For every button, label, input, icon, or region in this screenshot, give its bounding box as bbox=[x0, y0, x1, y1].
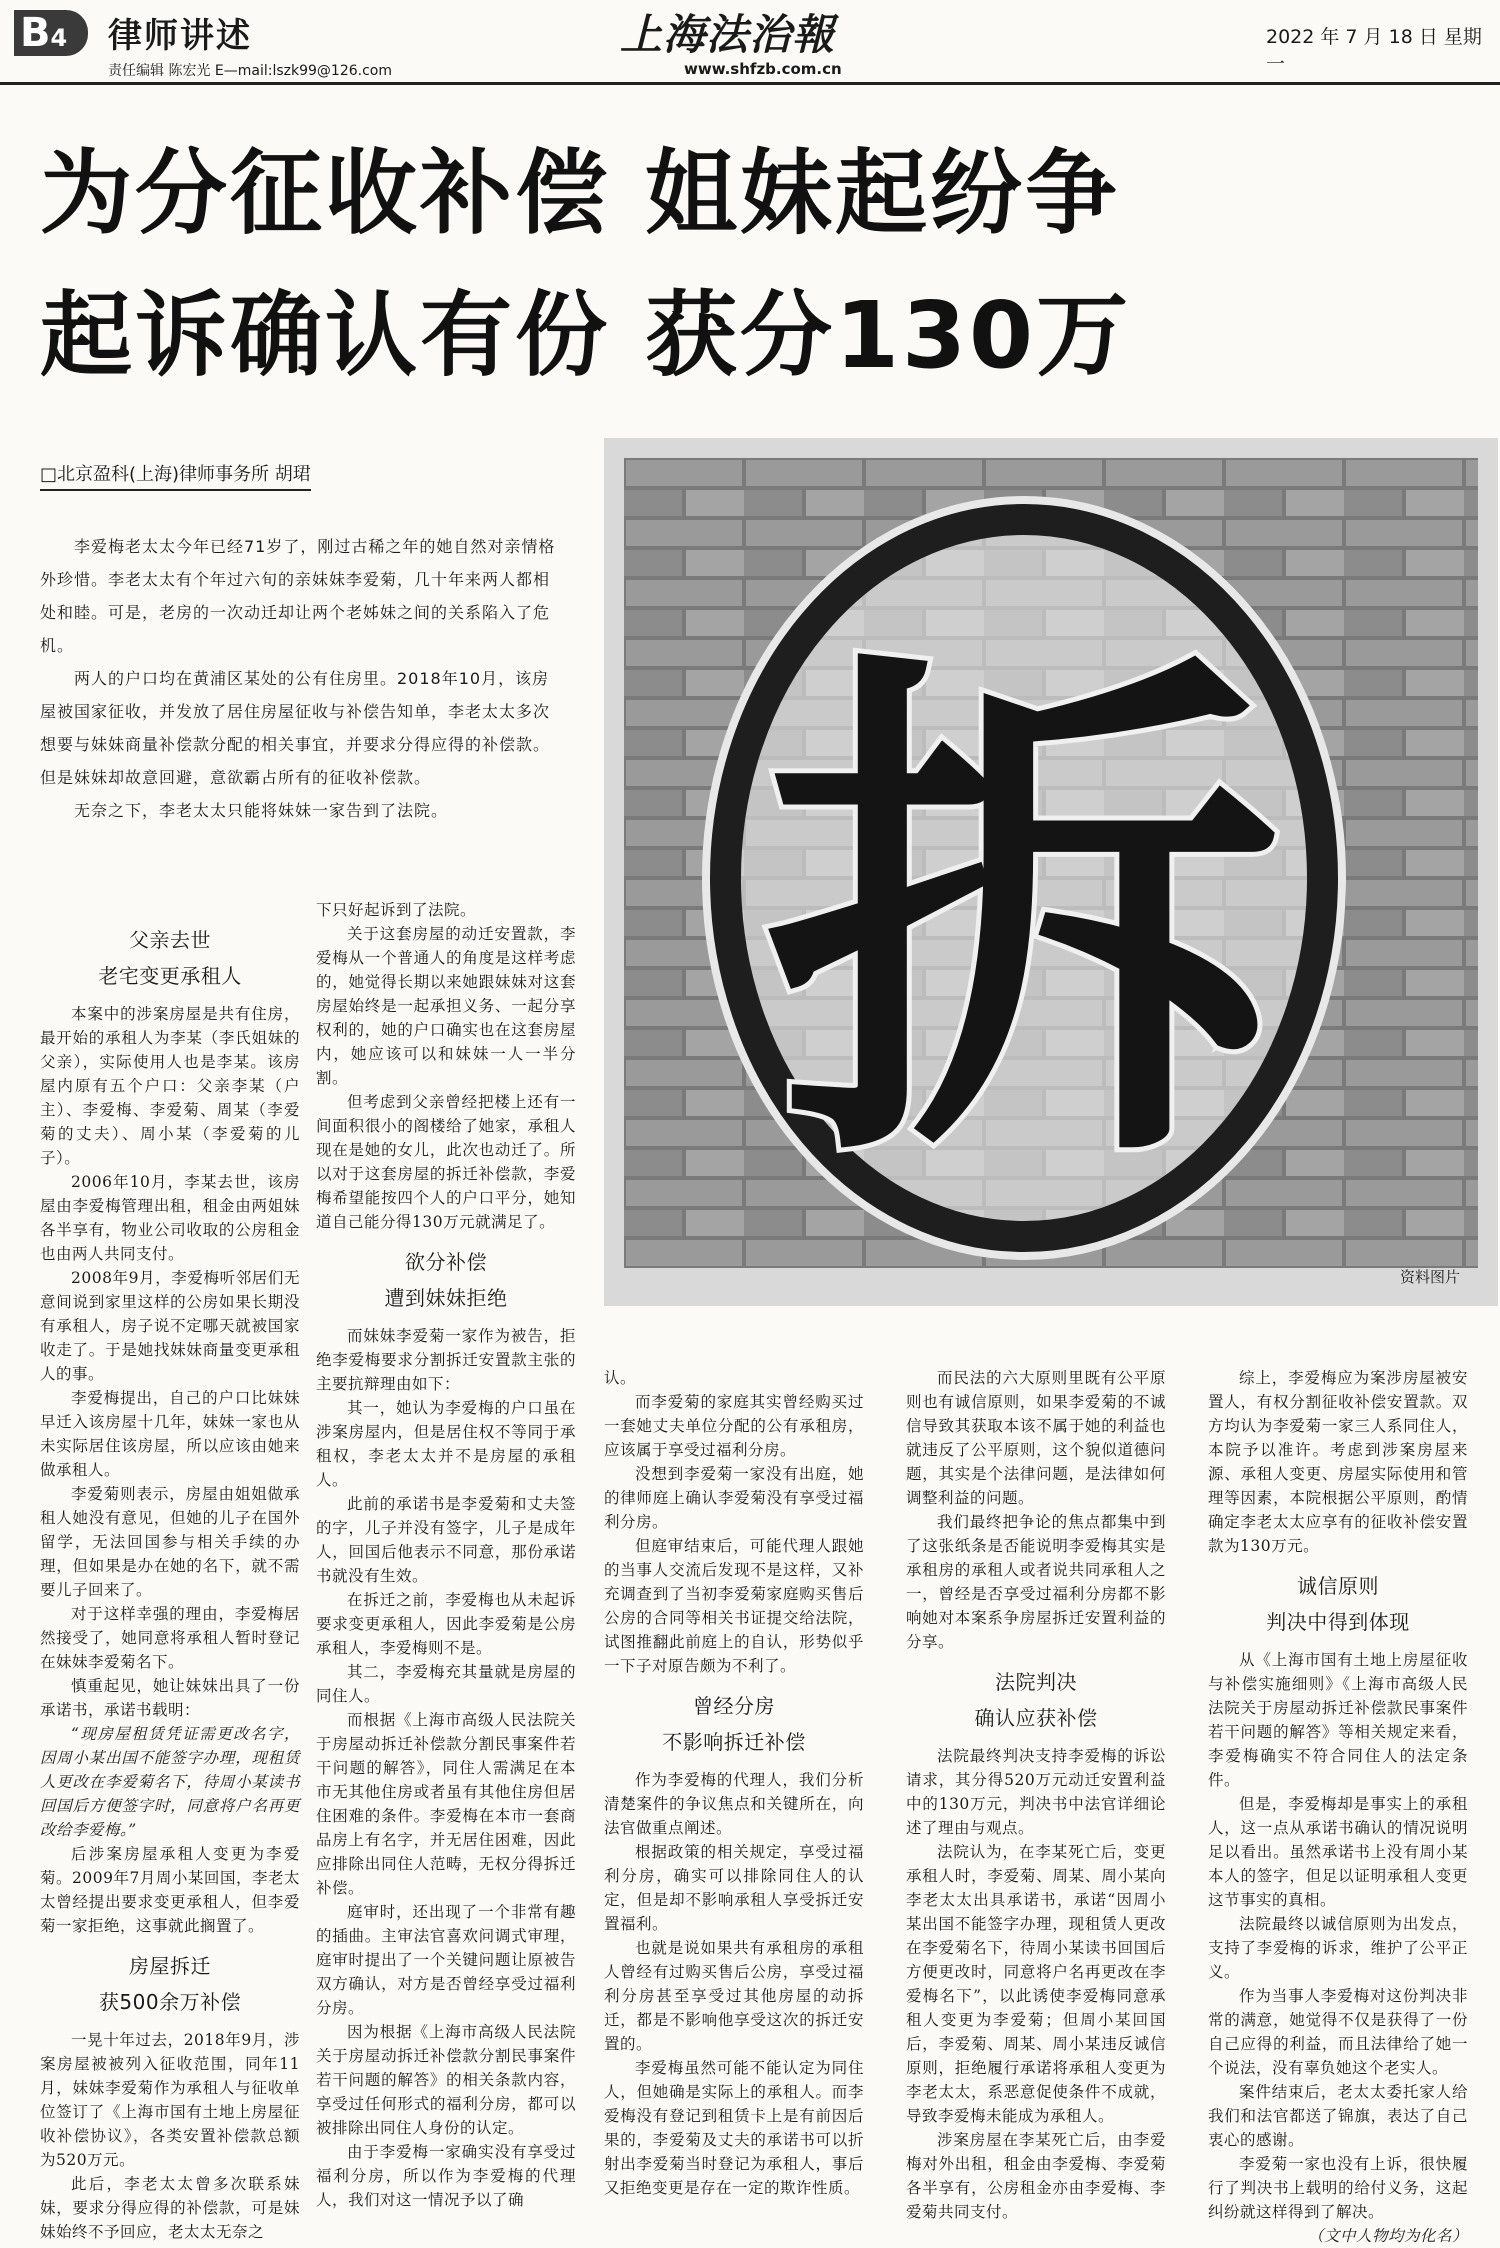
paragraph: 庭审时，还出现了一个非常有趣的插曲。主审法官喜欢问调式审理，庭审时提出了一个关键问题让原被告双方确认，对方是否曾经享受过福利分房。 bbox=[316, 1903, 576, 2017]
paragraph: 李爱菊则表示，房屋由姐姐做承租人她没有意见，但她的儿子在国外留学，无法回国参与相关手续的办理，但如果是办在她的名下，就不需要儿子回来了。 bbox=[40, 1485, 300, 1599]
paragraph: 其二，李爱梅充其量就是房屋的同住人。 bbox=[316, 1663, 576, 1705]
byline: □北京盈科(上海)律师事务所 胡珺 bbox=[40, 460, 311, 491]
headline-line-2: 起诉确认有份 获分130万 bbox=[40, 282, 1132, 389]
paragraph: 从《上海市国有土地上房屋征收与补偿实施细则》《上海市高级人民法院关于房屋动拆迁补偿款民事案件若干问题的解答》等相关规定来看，李爱梅确实不符合同住人的法定条件。 bbox=[1208, 1651, 1468, 1789]
paragraph: 但是，李爱梅却是事实上的承租人，这一点从承诺书确认的情况说明足以看出。虽然承诺书上没有周小某本人的签字，但足以证明承租人变更这节事实的真相。 bbox=[1208, 1795, 1468, 1909]
paragraph: 李爱梅虽然可能不能认定为同住人，但她确是实际上的承租人。而李爱梅没有登记到租赁卡上是有前因后果的，李爱菊及丈夫的承诺书可以折射出李爱菊当时登记为承租人，事后又拒绝变更是存在一定的欺诈性质。 bbox=[604, 2059, 864, 2197]
paragraph: 本案中的涉案房屋是共有住房，最开始的承租人为李某（李氏姐妹的父亲），实际使用人也是李某。该房屋内原有五个户口：父亲李某（户主）、李爱梅、李爱菊、周某（李爱菊的丈夫）、周小某（李爱菊的儿子）。 bbox=[40, 1005, 300, 1167]
article-column-1 bbox=[40, 912, 300, 2244]
paragraph: 案件结束后，老太太委托家人给我们和法官都送了锦旗，表达了自己衷心的感谢。 bbox=[1208, 2083, 1468, 2149]
article-column-4 bbox=[906, 1366, 1166, 2224]
newspaper-masthead: 上海法治報 bbox=[620, 10, 836, 59]
lead-paragraph: 无奈之下，李老太太只能将妹妹一家告到了法院。 bbox=[74, 801, 449, 820]
paragraph: 也就是说如果共有承租房的承租人曾经有过购买售后公房，享受过福利分房甚至享受过其他房屋的动拆迁，都是不影响他享受这次的拆迁安置的。 bbox=[604, 1939, 864, 2053]
paragraph: 后涉案房屋承租人变更为李爱菊。2009年7月周小某回国，李老太太曾经提出要求变更承租人，但李爱菊一家拒绝，这事就此搁置了。 bbox=[40, 1845, 300, 1935]
header-rule bbox=[0, 82, 1500, 85]
paragraph: 涉案房屋在李某死亡后，由李爱梅对外出租，租金由李爱梅、李爱菊各半享有，公房租金亦由李爱梅、李爱菊共同支付。 bbox=[906, 2131, 1166, 2221]
paragraph: 对于这样幸强的理由，李爱梅居然接受了，她同意将承租人暂时登记在妹妹李爱菊名下。 bbox=[40, 1605, 300, 1671]
subheading: 曾经分房 不影响拆迁补偿 bbox=[662, 1694, 806, 1754]
paragraph: 但考虑到父亲曾经把楼上还有一间面积很小的阁楼给了她家，承租人现在是她的女儿，此次也动迁了。所以对于这套房屋的拆迁补偿款，李爱梅希望能按四个人的户口平分，她知道自己能分得130万元就满足了。 bbox=[316, 1093, 576, 1231]
paragraph: 2008年9月，李爱梅听邻居们无意间说到家里这样的公房如果长期没有承租人，房子说不定哪天就被国家收走了。于是她找妹妹商量变更承租人的事。 bbox=[40, 1269, 300, 1383]
paragraph: 法院最终判决支持李爱梅的诉讼请求，其分得520万元动迁安置利益中的130万元，判决书中法官详细论述了理由与观点。 bbox=[906, 1747, 1166, 1837]
editor-line: 责任编辑 陈宏光 E—mail:lszk99@126.com bbox=[108, 63, 392, 79]
names-footnote: （文中人物均为化名） bbox=[1307, 2227, 1468, 2245]
paragraph: 此前的承诺书是李爱菊和丈夫签的字，儿子并没有签字，儿子是成年人，回国后他表示不同意，那份承诺书就没有生效。 bbox=[316, 1495, 576, 1585]
issue-date: 2022 年 7 月 18 日 星期一 bbox=[1266, 26, 1482, 75]
headline-line-1: 为分征收补偿 姐妹起纷争 bbox=[40, 140, 1121, 247]
photo-caption: 资料图片 bbox=[1400, 1268, 1461, 1286]
paragraph: 我们最终把争论的焦点都集中到了这张纸条是否能说明李爱梅其实是承租房的承租人或者说共同承租人之一，曾经是否享受过福利分房都不影响她对本案系争房屋拆迁安置利益的分享。 bbox=[906, 1513, 1166, 1651]
paragraph: 而民法的六大原则里既有公平原则也有诚信原则，如果李爱菊的不诚信导致其获取本该不属于她的利益也就违反了公平原则，这个貌似道德问题，其实是个法律问题，是法律如何调整利益的问题。 bbox=[906, 1369, 1166, 1507]
article-column-2 bbox=[316, 898, 576, 2212]
website-url: www.shfzb.com.cn bbox=[684, 60, 842, 78]
paragraph: 综上，李爱梅应为案涉房屋被安置人，有权分割征收补偿安置款。双方均认为李爱菊一家三人系同住人，本院予以准许。考虑到涉案房屋来源、承租人变更、房屋实际使用和管理等因素，本院根据公平原则，酌情确定李老太太应享有的征收补偿安置款为130万元。 bbox=[1208, 1369, 1468, 1555]
demolition-photo bbox=[624, 458, 1478, 1268]
paragraph: 其一，她认为李爱梅的户口虽在涉案房屋内，但是居住权不等同于承租权，李老太太并不是房屋的承租人。 bbox=[316, 1399, 576, 1489]
paragraph: 一晃十年过去，2018年9月，涉案房屋被被列入征收范围，同年11月，妹妹李爱菊作为承租人与征收单位签订了《上海市国有土地上房屋征收补偿协议》，各类安置补偿款总额为520万元。 bbox=[40, 2031, 300, 2169]
paragraph: 而妹妹李爱菊一家作为被告，拒绝李爱梅要求分割拆迁安置款主张的主要抗辩理由如下： bbox=[316, 1327, 576, 1393]
paragraph: 但庭审结束后，可能代理人跟她的当事人交流后发现不是这样，又补充调查到了当初李爱菊家庭购买售后公房的合同等相关书证提交给法院，试图推翻此前庭上的自认，形势似乎一下子对原告颇为不利了。 bbox=[604, 1537, 864, 1675]
paragraph: 认。 bbox=[604, 1369, 637, 1387]
paragraph: 没想到李爱菊一家没有出庭，她的律师庭上确认李爱菊没有享受过福利分房。 bbox=[604, 1465, 864, 1531]
paragraph: 下只好起诉到了法院。 bbox=[316, 901, 477, 919]
subheading: 欲分补偿 遭到妹妹拒绝 bbox=[384, 1250, 508, 1310]
paragraph: 作为李爱梅的代理人，我们分析清楚案件的争议焦点和关键所在，向法官做重点阐述。 bbox=[604, 1771, 864, 1837]
paragraph: 此后，李老太太曾多次联系妹妹，要求分得应得的补偿款，可是妹妹始终不予回应，老太太无奈之 bbox=[40, 2175, 300, 2241]
paragraph: 由于李爱梅一家确实没有享受过福利分房，所以作为李爱梅的代理人，我们对这一情况予以了确 bbox=[316, 2143, 576, 2209]
paragraph: 在拆迁之前，李爱梅也从未起诉要求变更承租人，因此李爱菊是公房承租人，李爱梅则不是。 bbox=[316, 1591, 576, 1657]
subheading: 房屋拆迁 获500余万补偿 bbox=[98, 1954, 242, 2014]
subheading: 诚信原则 判决中得到体现 bbox=[1266, 1574, 1410, 1634]
lead-paragraph: 李爱梅老太太今年已经71岁了，刚过古稀之年的她自然对亲情格外珍惜。李老太太有个年过六旬的亲妹妹李爱菊，几十年来两人都相处和睦。可是，老房的一次动迁却让两个老姊妹之间的关系陷入了危机。 bbox=[40, 537, 556, 655]
promise-quote: “现房屋租赁凭证需更改名字，因周小某出国不能签字办理，现租赁人更改在李爱菊名下，待周小某读书回国后方便签字时，同意将户名再更改给李爱梅。” bbox=[40, 1725, 300, 1839]
paragraph: 2006年10月，李某去世，该房屋由李爱梅管理出租，租金由两姐妹各半享有，物业公司收取的公房租金也由两人共同支付。 bbox=[40, 1173, 300, 1263]
paragraph: 而李爱菊的家庭其实曾经购买过一套她丈夫单位分配的公有承租房，应该属于享受过福利分房。 bbox=[604, 1393, 864, 1459]
paragraph: 慎重起见，她让妹妹出具了一份承诺书，承诺书载明： bbox=[40, 1677, 300, 1719]
brick-wall-image bbox=[624, 458, 1478, 1268]
paragraph: 因为根据《上海市高级人民法院关于房屋动拆迁补偿款分割民事案件若干问题的解答》的相关条款内容，享受过任何形式的福利分房，都可以被排除出同住人身份的认定。 bbox=[316, 2023, 576, 2137]
demolition-glyph: 拆 bbox=[764, 615, 1284, 1221]
article-column-5 bbox=[1208, 1366, 1468, 2248]
page-num: 4 bbox=[50, 24, 68, 52]
paragraph: 李爱梅提出，自己的户口比妹妹早迁入该房屋十几年，妹妹一家也从未实际居住该房屋，所以应该由她来做承租人。 bbox=[40, 1389, 300, 1479]
paragraph: 法院最终以诚信原则为出发点，支持了李爱梅的诉求，维护了公平正义。 bbox=[1208, 1915, 1468, 1981]
section-title: 律师讲述 bbox=[108, 16, 252, 56]
subheading: 父亲去世 老宅变更承租人 bbox=[98, 928, 242, 988]
paragraph: 作为当事人李爱梅对这份判决非常的满意，她觉得不仅是获得了一份自己应得的利益，而且法律给了她一个说法，没有辜负她这个老实人。 bbox=[1208, 1987, 1468, 2077]
page-number-badge bbox=[14, 10, 88, 56]
paragraph: 李爱菊一家也没有上诉，很快履行了判决书上载明的给付义务，这起纠纷就这样得到了解决。 bbox=[1208, 2155, 1468, 2221]
article-column-3 bbox=[604, 1366, 864, 2200]
paragraph: 而根据《上海市高级人民法院关于房屋动拆迁补偿款分割民事案件若干问题的解答》，同住人需满足在本市无其他住房或者虽有其他住房但居住困难的条件。李爱梅在本市一套商品房上有名字，并无居住困难，因此应排除出同住人范畴，无权分得拆迁补偿。 bbox=[316, 1711, 576, 1897]
paragraph: 关于这套房屋的动迁安置款，李爱梅从一个普通人的角度是这样考虑的，她觉得长期以来她跟妹妹对这套房屋始终是一起承担义务、一起分享权利的，她的户口确实也在这套房屋内，她应该可以和妹妹一人一半分割。 bbox=[316, 925, 576, 1087]
page-letter: B bbox=[20, 10, 51, 56]
lead-paragraph: 两人的户口均在黄浦区某处的公有住房里。2018年10月，该房屋被国家征收，并发放了居住房屋征收与补偿告知单，李老太太多次想要与妹妹商量补偿款分配的相关事宜，并要求分得应得的补偿款。但是妹妹却故意回避，意欲霸占所有的征收补偿款。 bbox=[40, 669, 551, 787]
paragraph: 根据政策的相关规定，享受过福利分房，确实可以排除同住人的认定，但是却不影响承租人享受拆迁安置福利。 bbox=[604, 1843, 864, 1933]
lead-paragraphs bbox=[40, 530, 560, 827]
paragraph: 法院认为，在李某死亡后，变更承租人时，李爱菊、周某、周小某向李老太太出具承诺书，承诺“因周小某出国不能签字办理，现租赁人更改在李爱菊名下，待周小某读书回国后方便更改时，同意将户名再更改在李爱梅名下”，以此诱使李爱梅同意承租人变更为李爱菊；但周小某回国后，李爱菊、周某、周小某违反诚信原则，拒绝履行承诺将承租人变更为李老太太，系恶意促使条件不成就，导致李爱梅未能成为承租人。 bbox=[906, 1843, 1166, 2125]
subheading: 法院判决 确认应获补偿 bbox=[974, 1670, 1098, 1730]
